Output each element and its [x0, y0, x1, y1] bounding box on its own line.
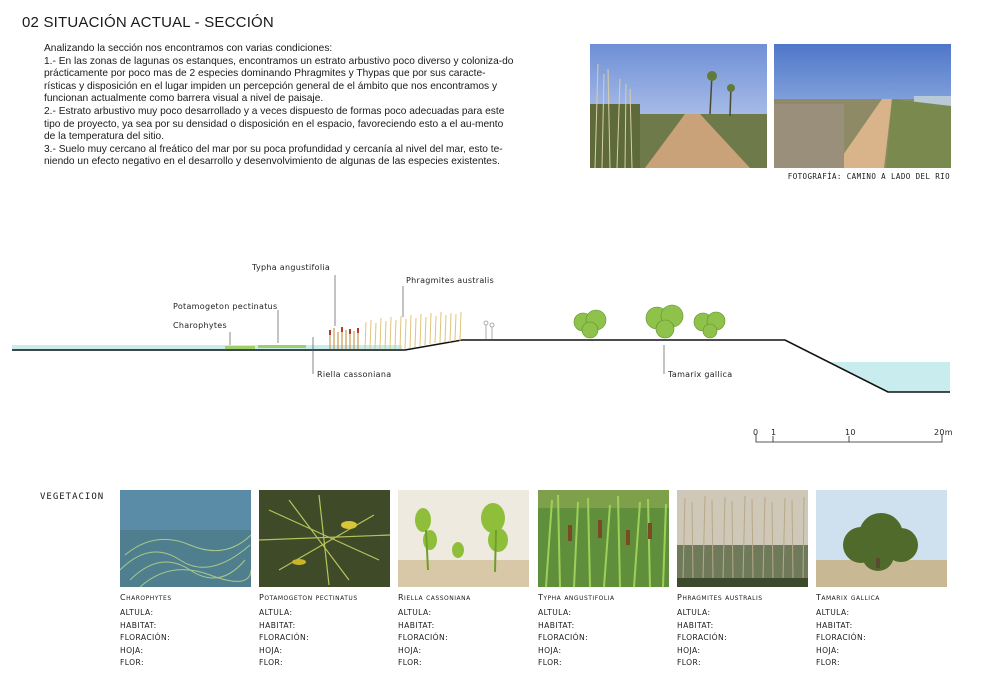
- species-photo-charophytes: [120, 490, 251, 587]
- intro-point-1: 1.- En las zonas de lagunas os estanques, encontramos un estrato arbustivo poco diverso y coloniza-do prácticamente por poco mas de 2 especies dominando Phragmites y Thypas que por sus caracte-rísticas y disposición en el lugar impiden un percepción general de el ámbito que nos encontramos y funcionan actualmente como barrera visual a nivel de paisaje.: [44, 55, 514, 105]
- attr-flor: FLOR:: [816, 658, 840, 668]
- scale-tick-10: 10: [845, 428, 856, 437]
- scale-tick-1: 1: [771, 428, 777, 437]
- attr-flor: FLOR:: [677, 658, 701, 668]
- species-name: Riella cassoniana: [398, 593, 471, 602]
- scale-tick-0: 0: [753, 428, 759, 437]
- label-typha: Typha angustifolia: [252, 263, 331, 272]
- attr-floracion: FLORACIÓN:: [538, 633, 589, 643]
- label-riella: Riella cassoniana: [317, 370, 392, 379]
- attr-habitat: HABITAT:: [538, 620, 575, 630]
- species-card: [538, 490, 669, 671]
- attr-habitat: HABITAT:: [120, 620, 157, 630]
- attr-flor: FLOR:: [120, 658, 144, 668]
- label-charophytes: Charophytes: [173, 321, 227, 330]
- vegetation-title: VEGETACION: [40, 492, 105, 502]
- scale-tick-20m: 20m: [934, 428, 952, 437]
- attr-hoja: HOJA:: [677, 645, 701, 655]
- species-card: [259, 490, 390, 671]
- photo-path-reeds: [590, 44, 767, 168]
- species-name: Tamarix gallica: [816, 593, 880, 602]
- attr-habitat: HABITAT:: [816, 620, 853, 630]
- page-title: 02 SITUACIÓN ACTUAL - SECCIÓN: [22, 14, 274, 31]
- species-name: Phragmites australis: [677, 593, 763, 602]
- tamarix-shrubs: [574, 305, 725, 338]
- species-name: Typha angustifolia: [538, 593, 615, 602]
- attr-altula: ALTULA:: [120, 608, 154, 617]
- label-potamogeton: Potamogeton pectinatus: [173, 302, 278, 311]
- species-card: [120, 490, 251, 671]
- attr-floracion: FLORACIÓN:: [677, 633, 728, 643]
- species-photo-riella: [398, 490, 529, 587]
- attr-hoja: HOJA:: [398, 645, 422, 655]
- attr-altula: ALTULA:: [677, 608, 711, 617]
- photo-path-river: [774, 44, 951, 168]
- species-card: [677, 490, 808, 671]
- attr-flor: FLOR:: [538, 658, 562, 668]
- attr-altula: ALTULA:: [538, 608, 572, 617]
- species-name: Charophytes: [120, 593, 172, 602]
- intro-lead: Analizando la sección nos encontramos con varias condiciones:: [44, 43, 333, 54]
- photo-caption: FOTOGRAFÍA: CAMINO A LADO DEL RIO: [787, 172, 950, 181]
- sea-water: [830, 362, 950, 392]
- scale-bar: [752, 426, 952, 456]
- species-photo-potamogeton: [259, 490, 390, 587]
- people-figures: [484, 321, 494, 339]
- attr-habitat: HABITAT:: [677, 620, 714, 630]
- intro-text: [44, 43, 514, 169]
- attr-floracion: FLORACIÓN:: [259, 633, 310, 643]
- intro-point-3: 3.- Suelo muy cercano al freático del mar por su poca profundidad y cercanía al nivel del mar, esto te-niendo un efecto negativo en el desarrollo y desenvolvimiento de algunas de las especies existentes.: [44, 143, 503, 168]
- attr-habitat: HABITAT:: [398, 620, 435, 630]
- attr-altula: ALTULA:: [816, 608, 850, 617]
- attr-hoja: HOJA:: [259, 645, 283, 655]
- attr-hoja: HOJA:: [538, 645, 562, 655]
- attr-altula: ALTULA:: [398, 608, 432, 617]
- attr-floracion: FLORACIÓN:: [816, 633, 867, 643]
- attr-flor: FLOR:: [398, 658, 422, 668]
- attr-floracion: FLORACIÓN:: [120, 633, 171, 643]
- intro-point-2: 2.- Estrato arbustivo muy poco desarrollado y a veces dispuesto de formas poco adecuadas para este tipo de proyecto, ya sea por su densidad o disposición en el espacio, favoreciendo esto a el au-mento de la temperatura del sitio.: [44, 105, 505, 143]
- species-card: [816, 490, 947, 671]
- attr-hoja: HOJA:: [120, 645, 144, 655]
- attr-hoja: HOJA:: [816, 645, 840, 655]
- species-card: [398, 490, 529, 671]
- species-name: Potamogeton pectinatus: [259, 593, 358, 602]
- species-photo-phragmites: [677, 490, 808, 587]
- attr-habitat: HABITAT:: [259, 620, 296, 630]
- attr-flor: FLOR:: [259, 658, 283, 668]
- species-photo-typha: [538, 490, 669, 587]
- cross-section-diagram: [0, 250, 1000, 400]
- species-photo-tamarix: [816, 490, 947, 587]
- attr-floracion: FLORACIÓN:: [398, 633, 449, 643]
- label-phragmites: Phragmites australis: [406, 276, 495, 285]
- attr-altula: ALTULA:: [259, 608, 293, 617]
- label-tamarix: Tamarix gallica: [668, 370, 733, 379]
